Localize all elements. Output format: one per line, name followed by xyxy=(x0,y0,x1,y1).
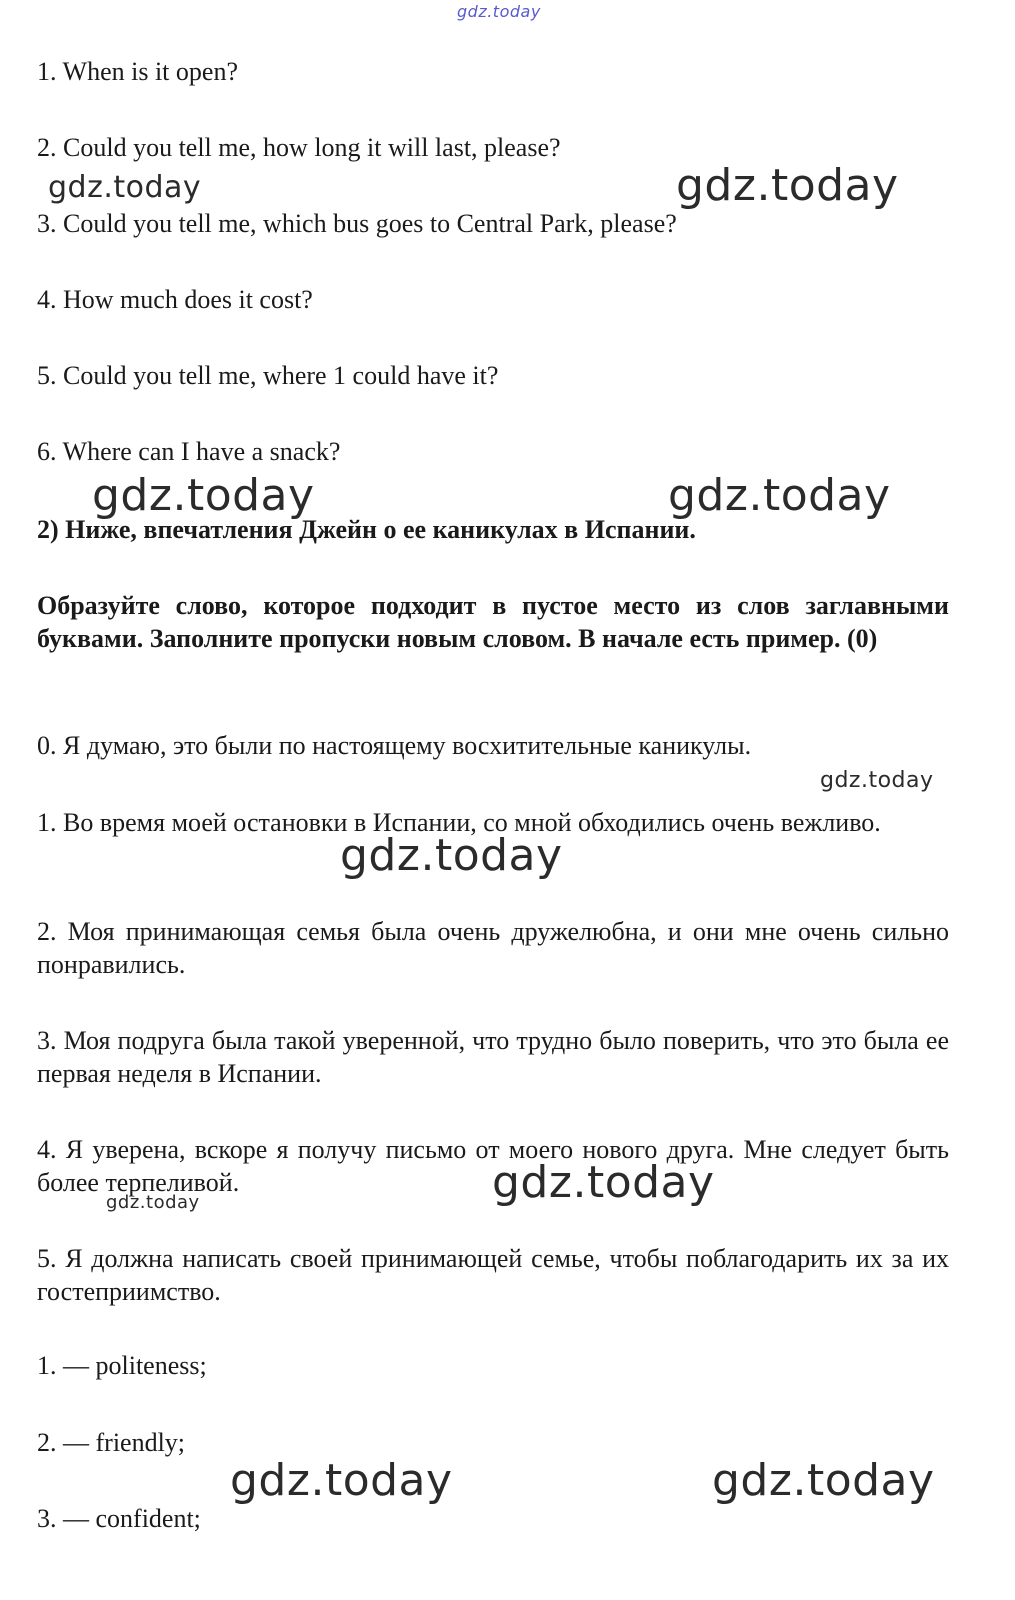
question-4: 4. How much does it cost? xyxy=(37,285,313,314)
task2-heading: 2) Ниже, впечатления Джейн о ее каникулах в Испании. xyxy=(37,515,696,544)
answer-1: 1. — politeness; xyxy=(37,1351,207,1380)
question-5: 5. Could you tell me, where 1 could have it? xyxy=(37,361,499,390)
watermark: gdz.today xyxy=(676,160,899,211)
watermark: gdz.today xyxy=(92,470,315,521)
sentence-1: 1. Во время моей остановки в Испании, со мной обходились очень вежливо. xyxy=(37,808,881,837)
watermark: gdz.today xyxy=(712,1455,935,1506)
watermark: gdz.today xyxy=(48,170,202,205)
watermark: gdz.today xyxy=(106,1192,200,1213)
task2-instruction: Образуйте слово, которое подходит в пустое место из слов заглавными буквами. Заполните пропуски новым словом. В начале есть пример. (0) xyxy=(37,591,949,653)
watermark: gdz.today xyxy=(668,470,891,521)
sentence-5: 5. Я должна написать своей принимающей семье, чтобы поблагодарить их за их гостеприимство. xyxy=(37,1244,949,1306)
watermark: gdz.today xyxy=(492,1157,715,1208)
watermark: gdz.today xyxy=(230,1455,453,1506)
question-3: 3. Could you tell me, which bus goes to Central Park, please? xyxy=(37,209,677,238)
question-6: 6. Where can I have a snack? xyxy=(37,437,341,466)
sentence-2: 2. Моя принимающая семья была очень дружелюбна, и они мне очень сильно понравились. xyxy=(37,917,949,979)
question-1: 1. When is it open? xyxy=(37,57,238,86)
answer-3: 3. — confident; xyxy=(37,1504,201,1533)
sentence-3: 3. Моя подруга была такой уверенной, что трудно было поверить, что это была ее первая неделя в Испании. xyxy=(37,1026,949,1088)
question-2: 2. Could you tell me, how long it will last, please? xyxy=(37,133,561,162)
answer-2: 2. — friendly; xyxy=(37,1428,186,1457)
watermark-top: gdz.today xyxy=(457,2,541,21)
watermark: gdz.today xyxy=(820,768,934,793)
sentence-0: 0. Я думаю, это были по настоящему восхитительные каникулы. xyxy=(37,731,752,760)
sentence-4: 4. Я уверена, вскоре я получу письмо от моего нового друга. Мне следует быть более терпеливой. xyxy=(37,1135,949,1197)
watermark: gdz.today xyxy=(340,830,563,881)
